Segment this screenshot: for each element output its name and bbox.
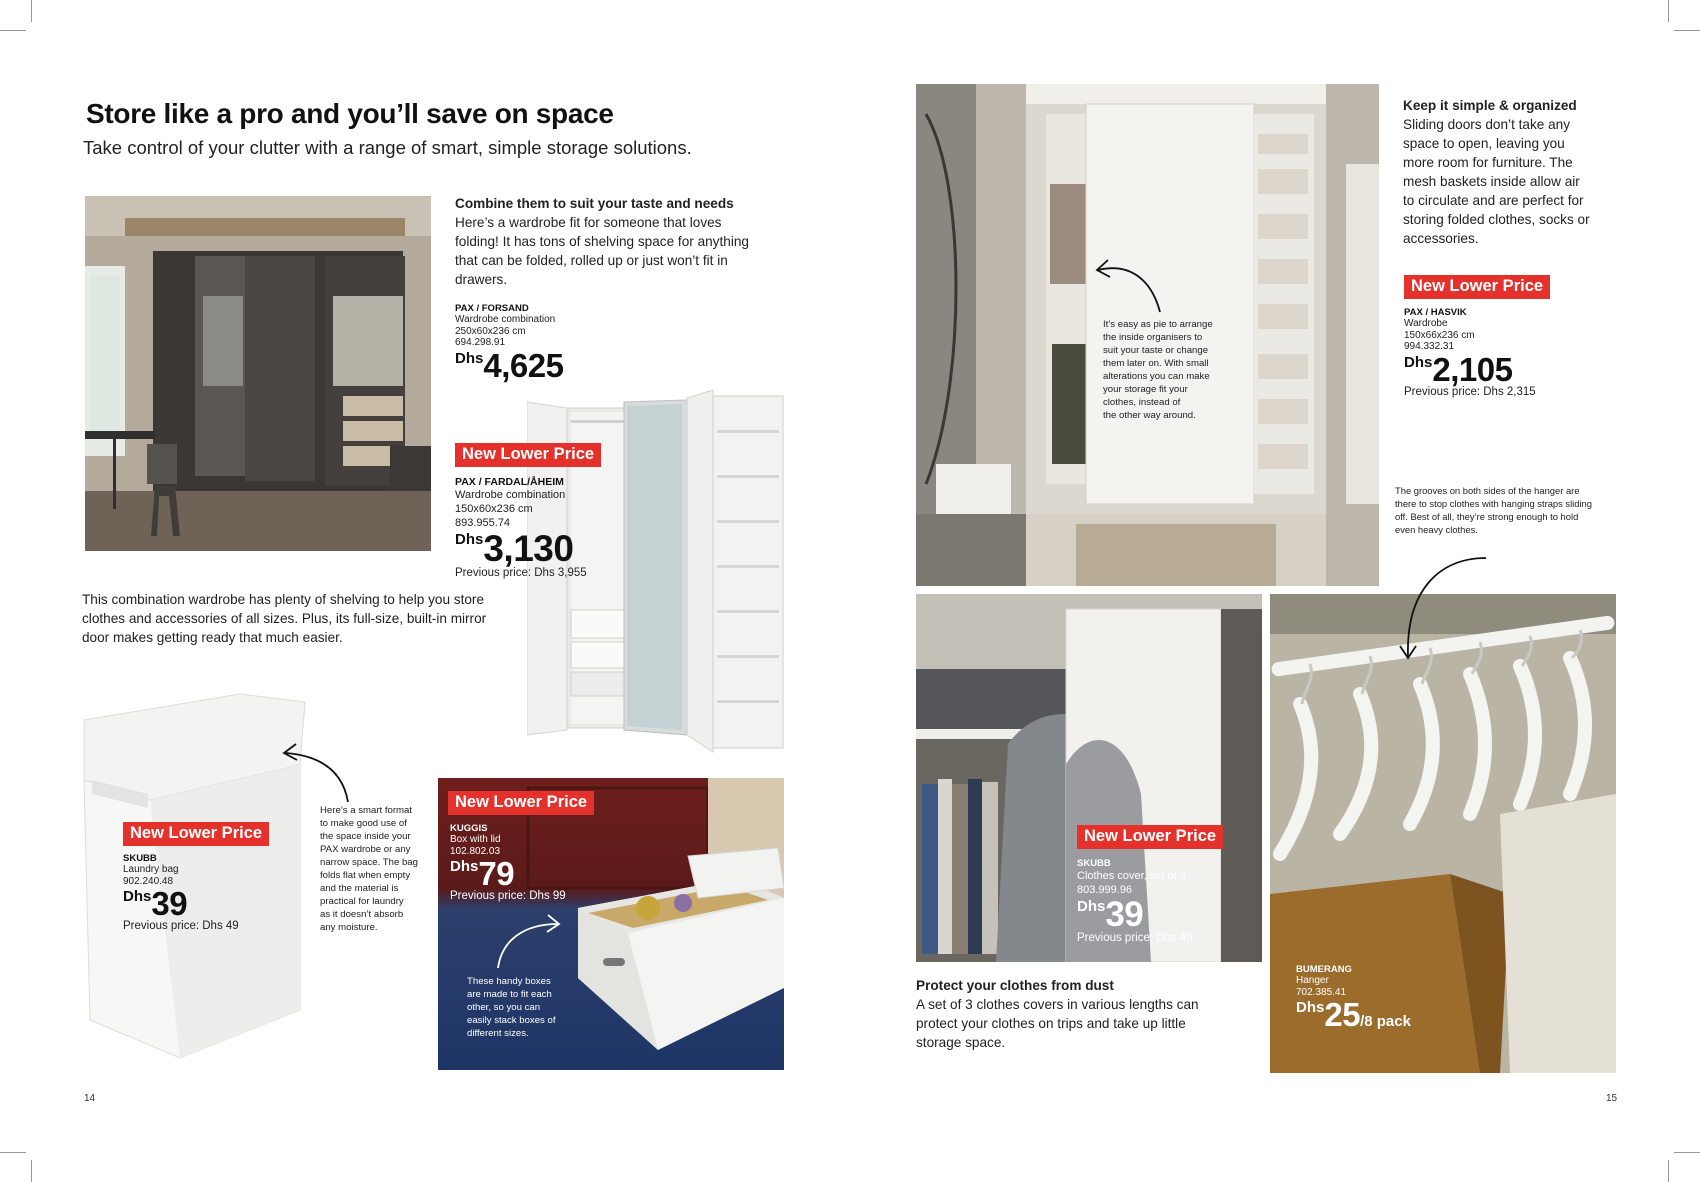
skubb-cover-product [1077,858,1193,944]
note-line: even heavy clothes. [1395,524,1478,535]
mirror-line: This combination wardrobe has plenty of shelving to help you store [82,592,484,607]
protect-line: protect your clothes on trips and take up little [916,1016,1186,1031]
note-line: other, so you can [467,1002,541,1013]
note-line: to make good use of [320,818,407,829]
arrow-icon [1398,552,1488,664]
crop-mark [1674,1152,1700,1153]
arrow-icon [494,910,566,970]
note-line: different sizes. [467,1028,529,1039]
price-currency: Dhs [1404,353,1433,371]
combine-text [455,194,775,289]
product-name: SKUBB [123,853,157,864]
product-code: 994.332.31 [1404,341,1455,352]
note-line: It’s easy as pie to arrange [1103,319,1213,330]
note-line: the other way around. [1103,410,1196,421]
product-code: 694.298.91 [455,337,506,348]
product-desc: Box with lid [450,834,501,845]
note-line: Here’s a smart format [320,805,413,816]
price-amount: 79 [478,855,515,892]
price-currency: Dhs [123,888,152,905]
product-code: 902.240.48 [123,875,174,887]
protect-text [916,976,1236,1052]
note-line: PAX wardrobe or any [320,844,411,855]
note-line: suit your taste or change [1103,345,1209,356]
note-line: The grooves on both sides of the hanger are [1395,485,1580,496]
product-code: 803.999.96 [1077,884,1133,896]
note-line: and the material is [320,883,399,894]
simple-line: Sliding doors don’t take any [1403,117,1571,132]
simple-line: accessories. [1403,231,1479,246]
note-line: them later on. With small [1103,358,1209,369]
product-name: PAX / FORSAND [455,303,529,314]
price [450,857,566,890]
crop-mark [1668,0,1669,22]
kuggis-product [450,823,566,902]
product-code: 102.802.03 [450,845,501,857]
product-desc: Wardrobe [1404,318,1448,329]
skubb-bag-product [123,853,239,932]
forsand-product [455,303,563,382]
product-name: BUMERANG [1296,964,1352,975]
new-lower-price-badge: New Lower Price [1404,275,1550,299]
price-amount: 39 [1105,895,1144,934]
note-line: there to stop clothes with hanging straps sliding [1395,498,1592,509]
product-desc: Clothes cover, set of 3 [1077,870,1186,882]
new-lower-price-badge: New Lower Price [448,791,594,815]
previous-price: Previous price: Dhs 49 [1077,932,1193,944]
mirror-line: door makes getting ready that much easier. [82,630,343,645]
hanger-note [1395,484,1625,536]
protect-heading: Protect your clothes from dust [916,978,1114,993]
note-line: These handy boxes [467,976,551,987]
combine-line: folding! It has tons of shelving space for anything [455,234,749,249]
note-line: are made to fit each [467,989,552,1000]
crop-mark [1674,30,1700,31]
page-subtitle: Take control of your clutter with a range of smart, simple storage solutions. [83,137,692,158]
skubb-note [320,804,430,934]
product-name: PAX / HASVIK [1404,307,1467,318]
note-line: as it doesn’t absorb [320,909,404,920]
previous-price: Previous price: Dhs 49 [123,920,239,932]
note-line: practical for laundry [320,896,404,907]
product-name: SKUBB [1077,858,1111,869]
mirror-line: clothes and accessories of all sizes. Plus, its full-size, built-in mirror [82,611,487,626]
combine-line: drawers. [455,272,508,287]
product-desc: Laundry bag [123,864,179,875]
note-line: clothes, instead of [1103,397,1181,408]
price [1404,350,1536,388]
note-line: folds flat when empty [320,870,411,881]
simple-line: storing folded clothes, socks or [1403,212,1590,227]
crop-mark [31,1160,32,1182]
price [123,887,239,920]
product-size: 150x60x236 cm [455,503,533,515]
price-currency: Dhs [455,349,484,367]
page-title: Store like a pro and you’ll save on space [86,98,614,129]
price-amount: 3,130 [483,528,574,569]
previous-price: Previous price: Dhs 99 [450,890,566,902]
simple-line: mesh baskets inside allow air [1403,174,1580,189]
new-lower-price-badge: New Lower Price [1077,825,1223,849]
product-name: KUGGIS [450,823,488,834]
combine-line: Here’s a wardrobe fit for someone that loves [455,215,722,230]
page-number: 14 [84,1093,96,1104]
note-line: alterations you can make [1103,371,1210,382]
price [1077,897,1193,932]
product-desc: Wardrobe combination [455,314,556,325]
simple-heading: Keep it simple & organized [1403,98,1577,113]
note-line: off. Best of all, they’re strong enough to hold [1395,511,1579,522]
previous-price: Previous price: Dhs 3,955 [455,567,587,579]
price-amount: 2,105 [1432,350,1513,388]
crop-mark [0,1152,26,1153]
bumerang-product [1296,964,1411,1031]
note-line: the inside organisers to [1103,332,1203,343]
price-currency: Dhs [1077,898,1106,915]
kuggis-note [467,975,587,1040]
arrow-icon [1092,252,1162,314]
price-currency: Dhs [450,858,479,875]
crop-mark [1668,1160,1669,1182]
product-name: PAX / FARDAL/ÅHEIM [455,476,564,488]
protect-line: storage space. [916,1035,1006,1050]
note-line: any moisture. [320,922,378,933]
price [455,530,587,567]
price [1296,998,1411,1031]
note-line: easily stack boxes of [467,1015,556,1026]
price-currency: Dhs [1296,999,1325,1016]
simple-line: space to open, leaving you [1403,136,1565,151]
simple-line: more room for furniture. The [1403,155,1573,170]
price-unit: /8 pack [1360,1013,1411,1030]
product-code: 702.385.41 [1296,986,1347,998]
product-size: 150x66x236 cm [1404,329,1475,341]
price-amount: 39 [151,885,188,922]
arrow-icon [278,738,353,806]
price-amount: 4,625 [483,346,564,384]
note-line: the space inside your [320,831,411,842]
new-lower-price-badge: New Lower Price [455,443,601,467]
combine-line: that can be folded, rolled up or just won’t fit in [455,253,728,268]
hasvik-product [1404,307,1536,398]
fardal-product [455,477,587,579]
simple-text [1403,96,1623,248]
price-amount: 25 [1324,996,1361,1033]
page-number: 15 [1606,1093,1618,1104]
product-desc: Hanger [1296,975,1329,986]
note-line: your storage fit your [1103,384,1188,395]
crop-mark [0,30,26,31]
price-currency: Dhs [455,531,484,548]
price [455,346,564,384]
crop-mark [31,0,32,22]
simple-line: to circulate and are perfect for [1403,193,1584,208]
protect-line: A set of 3 clothes covers in various lengths can [916,997,1199,1012]
previous-price: Previous price: Dhs 2,315 [1404,385,1536,398]
product-size: 250x60x236 cm [455,325,526,337]
combine-heading: Combine them to suit your taste and needs [455,196,734,211]
product-code: 893.955.74 [455,517,511,529]
note-line: narrow space. The bag [320,857,418,868]
forsand-wardrobe-photo [85,196,431,551]
organiser-note [1103,318,1233,422]
new-lower-price-badge: New Lower Price [123,822,269,846]
mirror-text [82,590,522,647]
product-desc: Wardrobe combination [455,489,566,501]
